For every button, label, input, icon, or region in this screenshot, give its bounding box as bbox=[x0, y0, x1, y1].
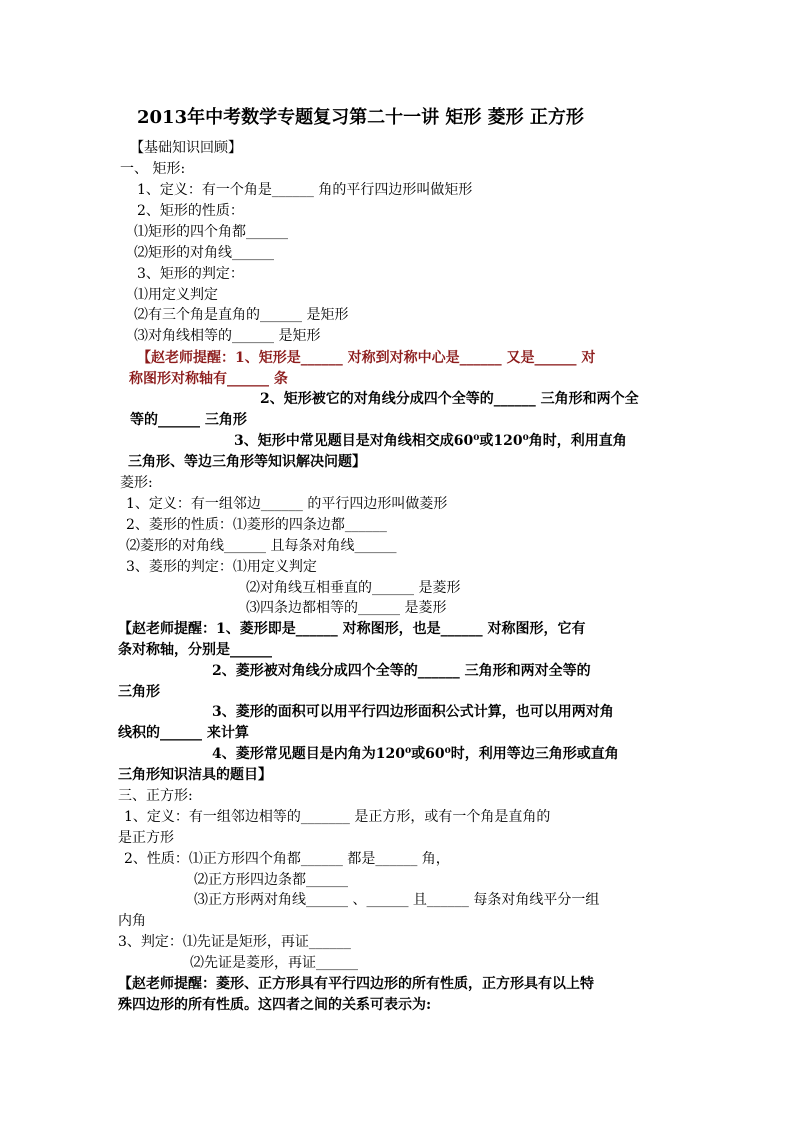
text-line: 1、定义：有一个角是______ 角的平行四边形叫做矩形 bbox=[137, 182, 473, 198]
section-heading: 【基础知识回顾】 bbox=[130, 140, 242, 156]
text-line: 3、判定：⑴先证是矩形，再证______ bbox=[118, 934, 351, 950]
text-line: 是正方形 bbox=[118, 830, 174, 846]
reminder-line: 【赵老师提醒：菱形、正方形具有平行四边形的所有性质，正方形具有以上特 bbox=[118, 976, 594, 992]
text-line: ⑵菱形的对角线______ 且每条对角线______ bbox=[126, 538, 397, 554]
reminder-line: 3、矩形中常见题目是对角线相交成60⁰或120⁰角时，利用直角 bbox=[234, 433, 627, 449]
text-line: ⑵先证是菱形，再证______ bbox=[190, 955, 358, 971]
text-line: ⑶四条边都相等的______ 是菱形 bbox=[246, 600, 447, 616]
reminder-line: 2、菱形被对角线分成四个全等的______ 三角形和两对全等的 bbox=[212, 663, 591, 679]
text-line: 3、矩形的判定： bbox=[137, 266, 244, 282]
text-line: ⑴用定义判定 bbox=[134, 287, 218, 303]
reminder-line: 【赵老师提醒：1、矩形是______ 对称到对称中心是______ 又是______ 对 bbox=[137, 350, 596, 366]
page-title: 2013年中考数学专题复习第二十一讲 矩形 菱形 正方形 bbox=[137, 107, 584, 128]
reminder-line: 三角形 bbox=[118, 684, 160, 700]
text-line: 2、性质：⑴正方形四个角都______ 都是______ 角， bbox=[124, 851, 450, 867]
section-heading: 三、正方形: bbox=[118, 788, 193, 804]
text-line: ⑶对角线相等的______ 是矩形 bbox=[134, 328, 321, 344]
section-heading: 菱形: bbox=[120, 475, 153, 491]
text-line: 内角 bbox=[118, 913, 146, 929]
text-line: 1、定义：有一组邻边______ 的平行四边形叫做菱形 bbox=[126, 496, 448, 512]
text-line: 2、菱形的性质：⑴菱形的四条边都______ bbox=[126, 517, 387, 533]
section-heading: 一、 矩形: bbox=[120, 161, 186, 177]
text-line: 3、菱形的判定：⑴用定义判定 bbox=[126, 559, 317, 575]
reminder-line: 【赵老师提醒：1、菱形即是______ 对称图形，也是______ 对称图形，它有 bbox=[118, 621, 586, 637]
reminder-line: 线积的______ 来计算 bbox=[118, 725, 249, 741]
text-line: ⑵对角线互相垂直的______ 是菱形 bbox=[246, 580, 461, 596]
text-line: ⑴矩形的四个角都______ bbox=[134, 224, 288, 240]
reminder-line: 3、菱形的面积可以用平行四边形面积公式计算，也可以用两对角 bbox=[212, 704, 614, 720]
text-line: 2、矩形的性质： bbox=[137, 203, 244, 219]
text-line: ⑵有三个角是直角的______ 是矩形 bbox=[134, 307, 349, 323]
reminder-line: 2、矩形被它的对角线分成四个全等的______ 三角形和两个全 bbox=[260, 391, 639, 407]
text-line: ⑶正方形两对角线______ 、______ 且______ 每条对角线平分一组 bbox=[194, 892, 600, 908]
reminder-line: 称图形对称轴有______ 条 bbox=[129, 371, 288, 387]
text-line: ⑵矩形的对角线______ bbox=[134, 245, 274, 261]
reminder-line: 殊四边形的所有性质。这四者之间的关系可表示为: bbox=[118, 997, 432, 1013]
reminder-line: 三角形知识洁具的题目】 bbox=[118, 767, 272, 783]
reminder-line: 等的______ 三角形 bbox=[130, 412, 247, 428]
reminder-line: 4、菱形常见题目是内角为120⁰或60⁰时，利用等边三角形或直角 bbox=[212, 746, 619, 762]
reminder-line: 三角形、等边三角形等知识解决问题】 bbox=[128, 454, 366, 470]
text-line: 1、定义：有一组邻边相等的_______ 是正方形，或有一个角是直角的 bbox=[124, 809, 551, 825]
reminder-line: 条对称轴，分别是______ bbox=[118, 642, 272, 658]
text-line: ⑵正方形四边条都______ bbox=[194, 872, 348, 888]
